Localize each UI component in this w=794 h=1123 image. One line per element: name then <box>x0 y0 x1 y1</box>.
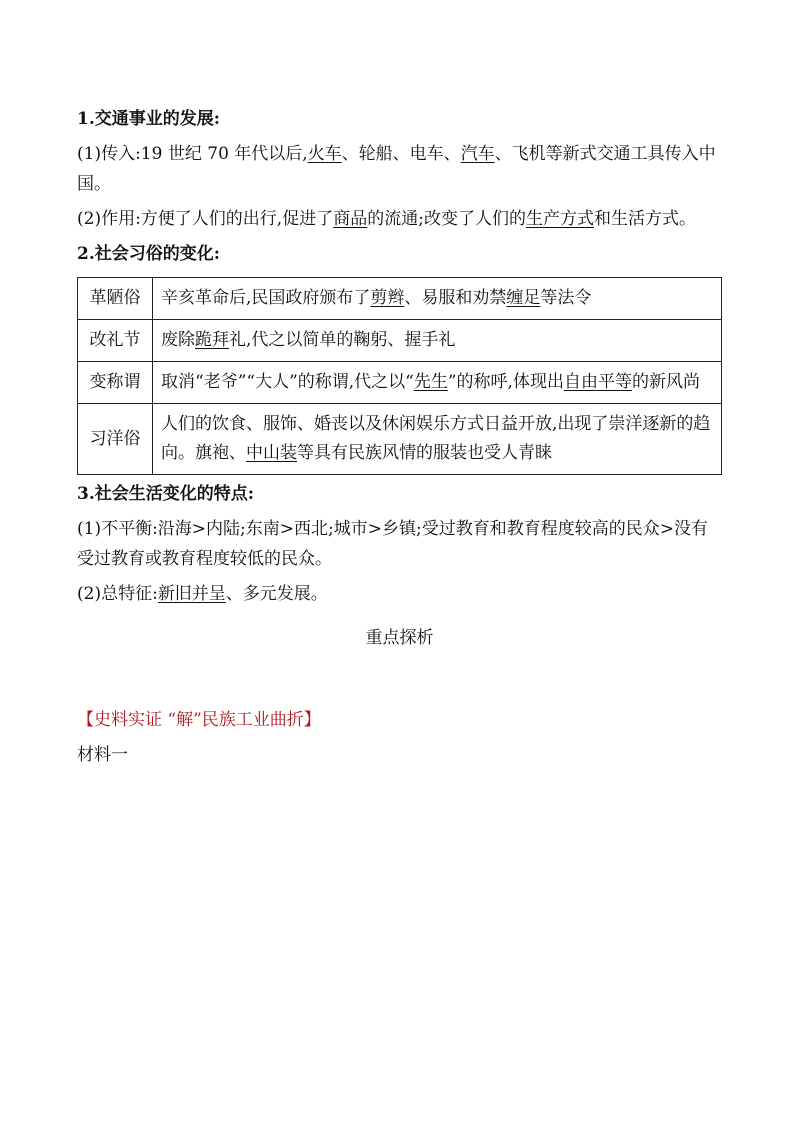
section-heading-characteristics: 3.社会生活变化的特点: <box>77 484 255 504</box>
customs-table <box>77 277 722 475</box>
underlined-term: 先生 <box>413 372 448 392</box>
text-run: ”的称呼,体现出 <box>447 372 564 392</box>
text-run: (1)传入:19 世纪 70 年代以后, <box>77 144 308 164</box>
section-heading-customs: 2.社会习俗的变化: <box>77 244 221 264</box>
text-run: (2)总特征: <box>77 584 158 604</box>
underlined-term: 商品 <box>333 209 368 229</box>
table-cell-category: 习洋俗 <box>78 404 153 475</box>
transport-intro-paragraph <box>77 139 722 199</box>
underlined-term: 新旧并呈 <box>157 584 226 604</box>
table-row <box>78 320 722 362</box>
underlined-term: 跪拜 <box>195 330 229 350</box>
source-evidence-tag: 【史料实证 “解”民族工业曲折】 <box>77 710 321 730</box>
text-run: 礼,代之以简单的鞠躬、握手礼 <box>229 330 456 350</box>
underlined-term: 生产方式 <box>525 209 594 229</box>
table-cell-category: 改礼节 <box>78 320 153 362</box>
table-cell-category: 革陋俗 <box>78 278 153 320</box>
text-run: 辛亥革命后,民国政府颁布了 <box>161 288 371 308</box>
text-run: 、易服和劝禁 <box>404 288 507 308</box>
underlined-term: 自由平等 <box>563 372 632 392</box>
text-run: 的新风尚 <box>631 372 700 392</box>
table-cell-description <box>153 404 722 475</box>
text-run: 、轮船、电车、 <box>341 144 461 164</box>
table-cell-description <box>153 278 722 320</box>
section-heading-transport: 1.交通事业的发展: <box>77 109 221 129</box>
text-run: 等具有民族风情的服装也受人青睐 <box>297 443 552 463</box>
table-row <box>78 278 722 320</box>
text-run: 、飞机等新式交通工具传入中国。 <box>77 144 716 194</box>
transport-effect-paragraph <box>77 204 722 234</box>
material-label: 材料一 <box>77 745 128 765</box>
underlined-term: 火车 <box>307 144 342 164</box>
section-title-key-analysis: 重点探析 <box>365 628 434 648</box>
overall-feature-paragraph <box>77 579 722 609</box>
table-cell-description <box>153 320 722 362</box>
text-run: (2)作用:方便了人们的出行,促进了 <box>77 209 334 229</box>
text-run: 、多元发展。 <box>225 584 328 604</box>
text-run: 等法令 <box>540 288 592 308</box>
table-row <box>78 404 722 475</box>
table-cell-description <box>153 362 722 404</box>
underlined-term: 中山装 <box>246 443 297 463</box>
text-run: 取消“老爷”“大人”的称谓,代之以“ <box>161 372 414 392</box>
underlined-term: 剪辫 <box>370 288 405 308</box>
text-run: 废除 <box>161 330 195 350</box>
text-run: 和生活方式。 <box>593 209 696 229</box>
table-row <box>78 362 722 404</box>
underlined-term: 缠足 <box>506 288 541 308</box>
underlined-term: 汽车 <box>460 144 495 164</box>
table-cell-category: 变称谓 <box>78 362 153 404</box>
text-run: 的流通;改变了人们的 <box>367 209 526 229</box>
text-run: 人们的饮食、服饰、婚丧以及休闲娱乐方式日益开放,出现了崇洋逐新的趋向。旗袍、 <box>161 414 711 463</box>
imbalance-paragraph: (1)不平衡:沿海>内陆;东南>西北;城市>乡镇;受过教育和教育程度较高的民众>没有受过教育或教育程度较低的民众。 <box>77 519 708 569</box>
document-page <box>77 104 722 770</box>
